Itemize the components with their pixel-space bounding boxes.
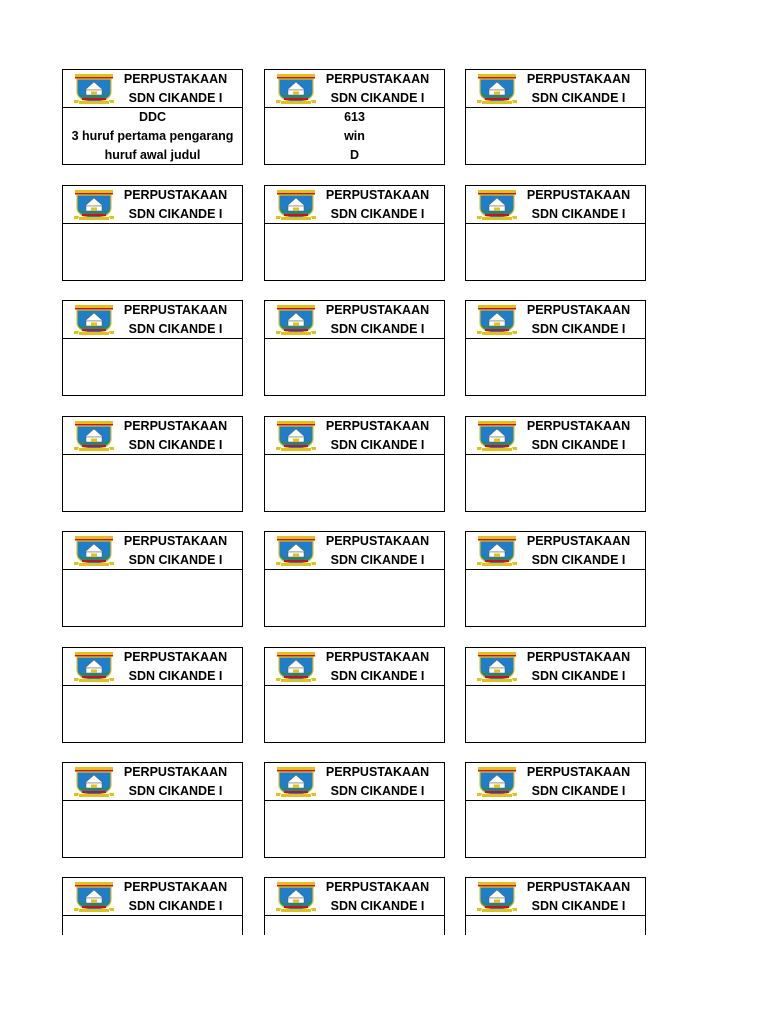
label-body xyxy=(265,686,444,742)
label-body xyxy=(63,339,242,395)
label-body xyxy=(63,801,242,857)
label-header xyxy=(63,763,242,801)
label-title-school: SDN CIKANDE I xyxy=(531,784,626,798)
library-label xyxy=(264,877,445,935)
label-title-library: PERPUSTAKAAN xyxy=(123,188,228,202)
label-line-1: DDC xyxy=(138,110,167,124)
label-title-library: PERPUSTAKAAN xyxy=(325,765,430,779)
label-body xyxy=(466,801,645,857)
label-line-2: win xyxy=(344,129,365,143)
label-header xyxy=(466,417,645,455)
library-label xyxy=(62,647,243,743)
label-header xyxy=(63,186,242,224)
label-title-library: PERPUSTAKAAN xyxy=(526,188,631,202)
library-label xyxy=(62,416,243,512)
label-title-library: PERPUSTAKAAN xyxy=(526,534,631,548)
label-title-school: SDN CIKANDE I xyxy=(330,553,425,567)
library-label xyxy=(264,300,445,396)
library-label xyxy=(465,300,646,396)
label-body xyxy=(265,916,444,935)
label-body xyxy=(466,455,645,511)
label-title-school: SDN CIKANDE I xyxy=(330,899,425,913)
regency-emblem-icon xyxy=(476,189,518,221)
label-title-library: PERPUSTAKAAN xyxy=(325,534,430,548)
library-label xyxy=(62,185,243,281)
library-label xyxy=(264,185,445,281)
label-header xyxy=(63,878,242,916)
label-title-library: PERPUSTAKAAN xyxy=(325,303,430,317)
label-title-library: PERPUSTAKAAN xyxy=(526,419,631,433)
label-header xyxy=(265,417,444,455)
label-title-school: SDN CIKANDE I xyxy=(531,207,626,221)
regency-emblem-icon xyxy=(476,881,518,913)
library-label xyxy=(62,531,243,627)
library-label xyxy=(264,416,445,512)
library-label xyxy=(264,762,445,858)
regency-emblem-icon xyxy=(73,766,115,798)
label-header xyxy=(466,648,645,686)
regency-emblem-icon xyxy=(476,766,518,798)
label-title-school: SDN CIKANDE I xyxy=(531,553,626,567)
label-header xyxy=(466,301,645,339)
label-body xyxy=(63,686,242,742)
label-title-library: PERPUSTAKAAN xyxy=(526,303,631,317)
label-header xyxy=(63,417,242,455)
label-title-school: SDN CIKANDE I xyxy=(330,669,425,683)
label-body xyxy=(265,339,444,395)
label-title-school: SDN CIKANDE I xyxy=(128,784,223,798)
label-title-library: PERPUSTAKAAN xyxy=(526,880,631,894)
regency-emblem-icon xyxy=(476,651,518,683)
label-header xyxy=(265,878,444,916)
library-label xyxy=(62,69,243,165)
label-title-school: SDN CIKANDE I xyxy=(128,899,223,913)
library-label xyxy=(465,647,646,743)
label-title-school: SDN CIKANDE I xyxy=(531,91,626,105)
label-header xyxy=(466,70,645,108)
label-title-school: SDN CIKANDE I xyxy=(330,207,425,221)
label-header xyxy=(63,301,242,339)
label-title-library: PERPUSTAKAAN xyxy=(123,419,228,433)
label-title-school: SDN CIKANDE I xyxy=(128,91,223,105)
library-label xyxy=(465,185,646,281)
regency-emblem-icon xyxy=(73,304,115,336)
label-body xyxy=(63,224,242,280)
label-title-library: PERPUSTAKAAN xyxy=(123,72,228,86)
label-title-school: SDN CIKANDE I xyxy=(531,899,626,913)
label-title-library: PERPUSTAKAAN xyxy=(526,72,631,86)
regency-emblem-icon xyxy=(476,535,518,567)
label-title-library: PERPUSTAKAAN xyxy=(526,765,631,779)
library-label xyxy=(465,69,646,165)
label-body xyxy=(466,339,645,395)
library-label xyxy=(62,762,243,858)
label-header xyxy=(466,532,645,570)
label-title-library: PERPUSTAKAAN xyxy=(325,650,430,664)
label-header xyxy=(265,70,444,108)
regency-emblem-icon xyxy=(73,73,115,105)
label-title-school: SDN CIKANDE I xyxy=(128,207,223,221)
label-title-school: SDN CIKANDE I xyxy=(330,438,425,452)
label-header xyxy=(63,532,242,570)
label-body xyxy=(466,108,645,164)
label-title-library: PERPUSTAKAAN xyxy=(123,303,228,317)
label-title-school: SDN CIKANDE I xyxy=(128,438,223,452)
library-label xyxy=(264,531,445,627)
library-label xyxy=(264,647,445,743)
label-body xyxy=(63,916,242,935)
label-line-3: D xyxy=(349,148,360,162)
label-body xyxy=(63,570,242,626)
label-body xyxy=(63,455,242,511)
label-line-3: huruf awal judul xyxy=(104,148,201,162)
label-title-school: SDN CIKANDE I xyxy=(330,784,425,798)
regency-emblem-icon xyxy=(476,73,518,105)
regency-emblem-icon xyxy=(73,881,115,913)
regency-emblem-icon xyxy=(275,420,317,452)
regency-emblem-icon xyxy=(275,73,317,105)
label-title-school: SDN CIKANDE I xyxy=(531,669,626,683)
library-label xyxy=(465,416,646,512)
label-header xyxy=(265,763,444,801)
label-title-library: PERPUSTAKAAN xyxy=(526,650,631,664)
label-header xyxy=(265,301,444,339)
label-title-library: PERPUSTAKAAN xyxy=(123,765,228,779)
label-title-library: PERPUSTAKAAN xyxy=(325,880,430,894)
label-header xyxy=(466,878,645,916)
label-header xyxy=(466,186,645,224)
regency-emblem-icon xyxy=(73,189,115,221)
label-body xyxy=(466,686,645,742)
label-title-library: PERPUSTAKAAN xyxy=(325,188,430,202)
regency-emblem-icon xyxy=(275,766,317,798)
label-header xyxy=(265,186,444,224)
label-header xyxy=(63,70,242,108)
label-title-school: SDN CIKANDE I xyxy=(128,553,223,567)
library-label xyxy=(465,762,646,858)
regency-emblem-icon xyxy=(73,651,115,683)
label-title-library: PERPUSTAKAAN xyxy=(325,419,430,433)
label-body xyxy=(265,570,444,626)
label-body xyxy=(265,455,444,511)
label-title-school: SDN CIKANDE I xyxy=(531,322,626,336)
regency-emblem-icon xyxy=(275,881,317,913)
label-title-library: PERPUSTAKAAN xyxy=(325,72,430,86)
library-label xyxy=(465,877,646,935)
label-title-school: SDN CIKANDE I xyxy=(128,669,223,683)
label-header xyxy=(265,532,444,570)
label-header xyxy=(63,648,242,686)
label-body xyxy=(265,801,444,857)
label-body xyxy=(466,916,645,935)
label-title-library: PERPUSTAKAAN xyxy=(123,880,228,894)
regency-emblem-icon xyxy=(476,420,518,452)
regency-emblem-icon xyxy=(275,189,317,221)
label-body xyxy=(466,224,645,280)
regency-emblem-icon xyxy=(73,420,115,452)
label-header xyxy=(265,648,444,686)
library-label xyxy=(465,531,646,627)
label-line-2: 3 huruf pertama pengarang xyxy=(71,129,234,143)
library-label xyxy=(62,300,243,396)
label-header xyxy=(466,763,645,801)
library-label xyxy=(62,877,243,935)
label-body xyxy=(265,224,444,280)
library-label xyxy=(264,69,445,165)
label-title-library: PERPUSTAKAAN xyxy=(123,650,228,664)
label-title-school: SDN CIKANDE I xyxy=(531,438,626,452)
regency-emblem-icon xyxy=(275,651,317,683)
label-line-1: 613 xyxy=(344,110,365,124)
label-title-library: PERPUSTAKAAN xyxy=(123,534,228,548)
label-body xyxy=(466,570,645,626)
label-title-school: SDN CIKANDE I xyxy=(128,322,223,336)
regency-emblem-icon xyxy=(275,304,317,336)
label-body xyxy=(265,108,444,164)
label-body xyxy=(63,108,242,164)
regency-emblem-icon xyxy=(275,535,317,567)
label-title-school: SDN CIKANDE I xyxy=(330,322,425,336)
regency-emblem-icon xyxy=(476,304,518,336)
label-title-school: SDN CIKANDE I xyxy=(330,91,425,105)
regency-emblem-icon xyxy=(73,535,115,567)
